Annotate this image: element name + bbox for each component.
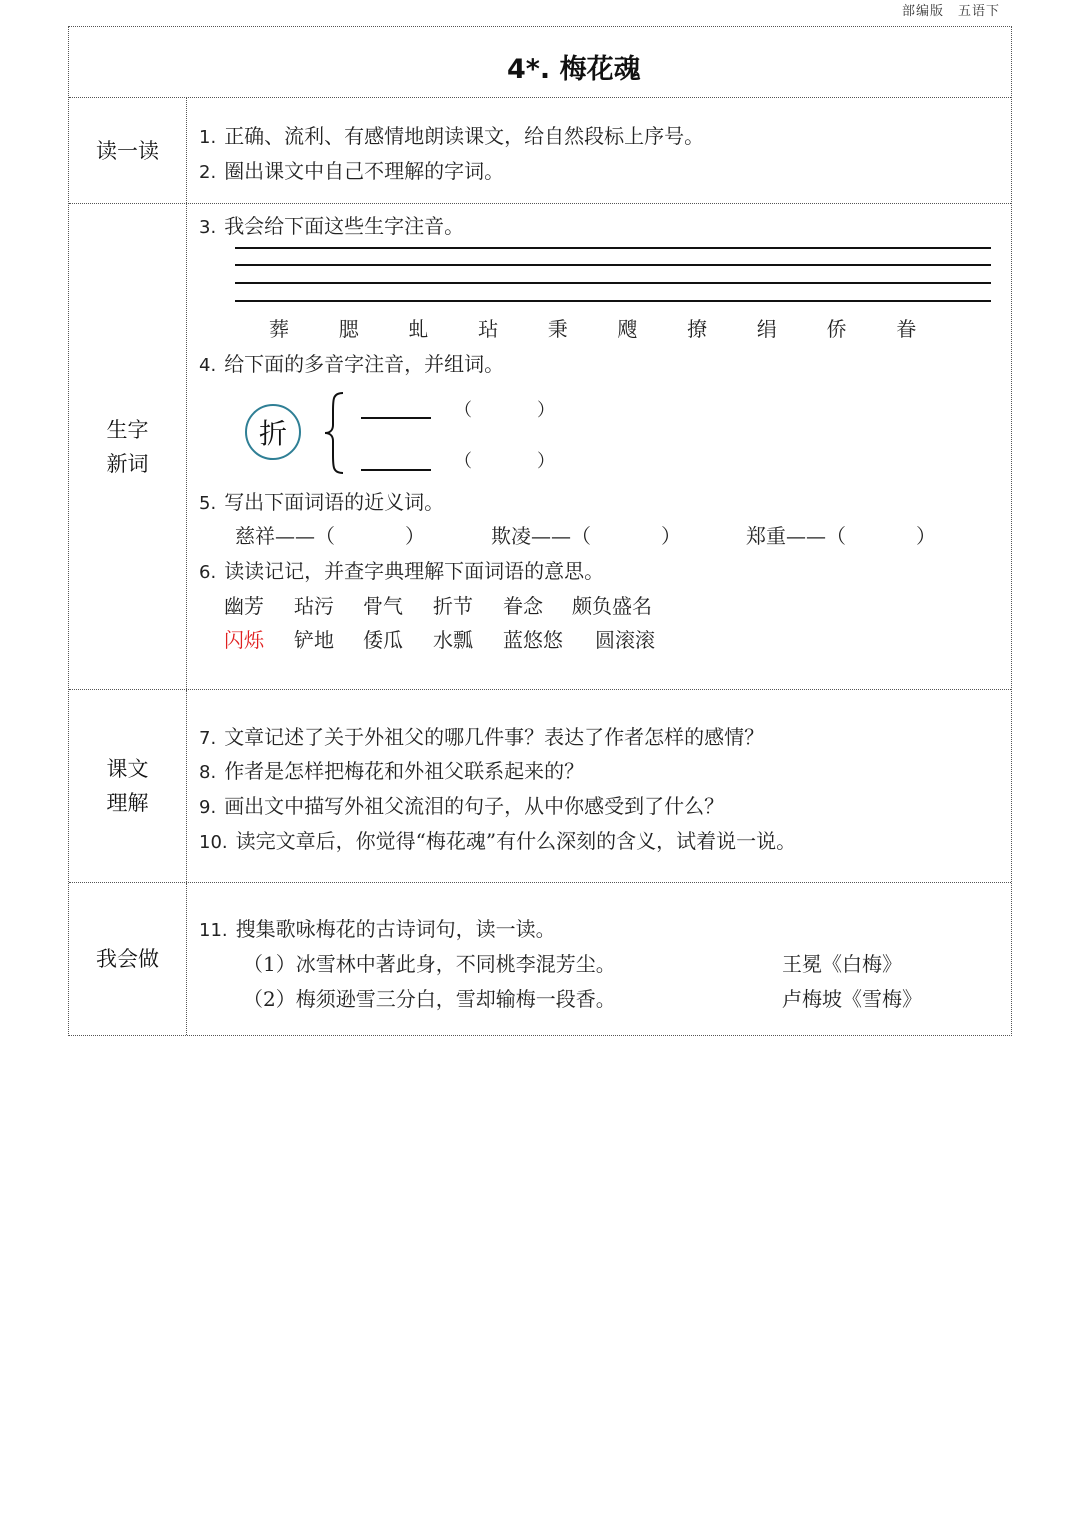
question-11 xyxy=(199,913,556,942)
paren-close: ） xyxy=(537,451,555,472)
character: 眷 xyxy=(896,317,917,341)
synonym-word: 郑重——（ xyxy=(746,524,846,548)
poem-line: （2）梅须逊雪三分白，雪却输梅一段香。 xyxy=(243,987,616,1011)
vocab-word: 水瓢 xyxy=(433,628,473,652)
question-text: 给下面的多音字注音，并组词。 xyxy=(224,352,505,376)
label-line: 理解 xyxy=(106,791,149,815)
synonym-close: ） xyxy=(405,524,425,548)
vocab-word: 颇负盛名 xyxy=(572,594,652,618)
question-text: 圈出课文中自己不理解的字词。 xyxy=(224,159,505,183)
section-label-vocab xyxy=(69,204,187,689)
question-number: 10. xyxy=(199,832,228,853)
question-number: 1. xyxy=(199,127,217,148)
character: 绢 xyxy=(756,317,777,341)
edition-note: 部编版 五语下 xyxy=(901,4,1000,19)
vocab-word: 圆滚滚 xyxy=(595,628,655,652)
synonym-word: 慈祥——（ xyxy=(235,524,335,548)
question-number: 3. xyxy=(199,217,217,238)
paren-open: （ xyxy=(454,451,472,472)
synonym-close: ） xyxy=(916,524,936,548)
vocab-word: 折节 xyxy=(433,594,473,618)
vocab-word: 眷念 xyxy=(503,594,543,618)
section-read xyxy=(69,98,1011,204)
question-number: 7. xyxy=(199,728,217,749)
question-text: 文章记述了关于外祖父的哪几件事？表达了作者怎样的感情？ xyxy=(224,725,765,749)
question-9 xyxy=(199,790,724,819)
question-1 xyxy=(199,120,704,149)
vocab-word: 倭瓜 xyxy=(363,628,403,652)
question-text: 作者是怎样把梅花和外祖父联系起来的？ xyxy=(224,759,585,783)
title-row xyxy=(69,27,1011,98)
character: 飕 xyxy=(617,317,638,341)
question-text: 正确、流利、有感情地朗读课文，给自然段标上序号。 xyxy=(224,124,705,148)
question-number: 5. xyxy=(199,493,217,514)
synonym-word: 欺凌——（ xyxy=(491,524,591,548)
page-title: 4*. 梅花魂 xyxy=(507,54,641,85)
question-number: 8. xyxy=(199,762,217,783)
section-understand xyxy=(69,690,1011,883)
paren-close: ） xyxy=(537,400,555,421)
question-number: 6. xyxy=(199,562,217,583)
question-text: 写出下面词语的近义词。 xyxy=(224,490,445,514)
section-vocab xyxy=(69,204,1011,690)
label-line: 课文 xyxy=(106,757,149,781)
question-text: 我会给下面这些生字注音。 xyxy=(224,214,465,238)
paren-open: （ xyxy=(454,400,472,421)
section-label-read: 读一读 xyxy=(69,98,187,203)
question-text: 读读记记，并查字典理解下面词语的意思。 xyxy=(224,559,605,583)
vocab-word: 铲地 xyxy=(294,628,334,652)
question-2 xyxy=(199,155,504,184)
question-text: 搜集歌咏梅花的古诗词句，读一读。 xyxy=(235,917,556,941)
vocab-word: 骨气 xyxy=(363,594,403,618)
question-10 xyxy=(199,825,796,854)
vocab-word-highlighted: 闪烁 xyxy=(224,628,264,652)
character: 撩 xyxy=(687,317,708,341)
character: 虬 xyxy=(408,317,429,341)
poem-source: 王冕《白梅》 xyxy=(782,952,902,976)
question-number: 9. xyxy=(199,797,217,818)
vocab-word: 幽芳 xyxy=(224,594,264,618)
section-label-do: 我会做 xyxy=(69,883,187,1035)
question-number: 11. xyxy=(199,920,228,941)
character: 玷 xyxy=(478,317,499,341)
section-do xyxy=(69,883,1011,1035)
polyphone-circle: 折 xyxy=(245,404,301,460)
vocab-word: 蓝悠悠 xyxy=(503,628,563,652)
character: 秉 xyxy=(547,317,568,341)
vocab-word: 玷污 xyxy=(294,594,334,618)
poem-source: 卢梅坡《雪梅》 xyxy=(782,987,922,1011)
question-text: 画出文中描写外祖父流泪的句子，从中你感受到了什么？ xyxy=(224,794,725,818)
character: 腮 xyxy=(338,317,359,341)
label-line: 生字 xyxy=(106,417,149,442)
worksheet xyxy=(68,26,1012,1036)
character: 侨 xyxy=(826,317,847,341)
label-line: 新词 xyxy=(106,451,149,476)
question-number: 4. xyxy=(199,355,217,376)
question-8 xyxy=(199,755,584,784)
synonym-close: ） xyxy=(661,524,681,548)
question-number: 2. xyxy=(199,162,217,183)
question-7 xyxy=(199,721,764,750)
section-label-understand xyxy=(69,690,187,882)
poem-line: （1）冰雪林中著此身，不同桃李混芳尘。 xyxy=(243,952,616,976)
character: 葬 xyxy=(269,317,289,341)
question-text: 读完文章后，你觉得“梅花魂”有什么深刻的含义，试着说一说。 xyxy=(235,829,797,853)
